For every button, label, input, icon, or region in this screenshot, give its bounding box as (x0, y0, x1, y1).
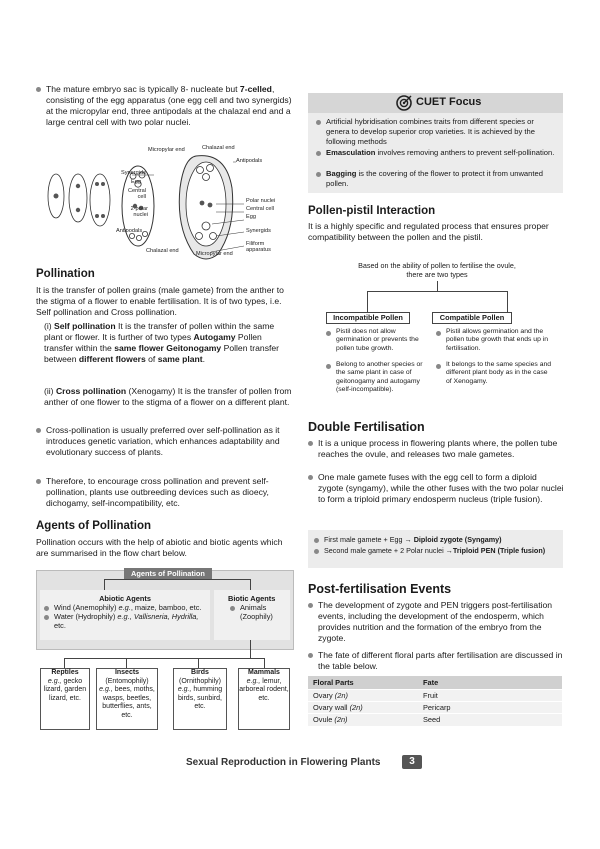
biotic-agents-box (214, 590, 290, 640)
reptiles-box: Reptiles e.g., gecko lizard, garden lizard, etc. (40, 668, 90, 730)
table-row: Ovary wall (2n) Pericarp (308, 702, 562, 714)
cross-title: Cross pollination (55, 386, 127, 396)
label-synergids-right: Synergids (246, 228, 271, 234)
label-micropylar-end-bottom: Micropylar end (196, 251, 233, 257)
self-pollination-item: (i) Self pollination It is the transfer of pollen within the same plant or flower. It is further of two types Autogamy Pollen transfer within the same flower Geitonogamy Pollen transfer between different flowers of same plant. (44, 321, 280, 364)
insects-box: Insects (Entomophily) e.g., bees, moths, wasps, beetles, butterflies, ants, etc. (96, 668, 158, 730)
cuet-bullet-bagging: Bagging is the covering of the flower to protect it from unwanted pollen. (316, 169, 556, 189)
label-chalazal-end-bottom: Chalazal end (146, 248, 179, 254)
compatible-pollen-box: Compatible Pollen (432, 312, 512, 324)
incompatible-pollen-box: Incompatible Pollen (326, 312, 410, 324)
table-header-floral-parts: Floral Parts (308, 676, 418, 690)
double-fertilisation-bullet-1: It is a unique process in flowering plants where, the pollen tube reaches the ovule, and releases two male gametes. (308, 438, 564, 460)
label-synergids-left: Synergids (121, 170, 146, 176)
label-central-cell-right: Central cell (246, 206, 274, 212)
diagram-connector (367, 291, 368, 312)
abiotic-agents-box (40, 590, 210, 640)
flow-connector (104, 579, 105, 590)
compatible-point-1: Pistil allows germination and the pollen tube growth that ends up in fertilisation. (436, 328, 552, 353)
diagram-connector (367, 291, 507, 292)
pollen-pistil-text: It is a highly specific and regulated process that ensures proper compatibility between the pollen and the pistil. (308, 221, 549, 242)
pollen-pistil-heading: Pollen-pistil Interaction (308, 205, 436, 217)
self-title: Self pollination (54, 321, 116, 331)
pollen-types-intro: Based on the ability of pollen to fertilise the ovule, there are two types (358, 261, 516, 279)
label-micropylar-end-top: Micropylar end (148, 147, 185, 153)
diagram-connector (437, 281, 438, 291)
compatible-point-2: It belongs to the same species and different plant body as in the case of Xenogamy. (436, 361, 552, 386)
embryo-sac-paragraph: The mature embryo sac is typically 8- nucleate but 7-celled, consisting of the egg apparatus (one egg cell and two synergids) at the micropylar end, three antipodals at the chalazal end and a large central cell with two polar nuclei. (36, 84, 292, 128)
flow-connector (126, 658, 127, 668)
floral-parts-table (308, 676, 562, 726)
target-icon (396, 95, 412, 111)
wind-item: Wind (Anemophily) e.g., maize, bamboo, etc. (44, 603, 210, 612)
biotic-title: Biotic Agents (228, 594, 276, 603)
cuet-focus-box (308, 93, 563, 193)
label-central-cell-left: Central cell (127, 188, 146, 201)
flow-connector (264, 658, 265, 668)
page-number: 3 (402, 755, 422, 769)
flow-connector (64, 658, 264, 659)
self-num: (i) (44, 321, 52, 331)
cuet-focus-header (308, 93, 563, 113)
label-egg-left: Egg (131, 179, 141, 185)
label-antipodals-left: Antipodals (116, 228, 143, 234)
birds-box: Birds (Ornithophily) e.g., humming birds, sunbird, etc. (173, 668, 227, 730)
cuet-focus-title: CUET Focus (416, 96, 482, 108)
footer-chapter-title: Sexual Reproduction in Flowering Plants (186, 757, 381, 768)
double-fertilisation-heading: Double Fertilisation (308, 420, 425, 434)
incompatible-point-1: Pistil does not allow germination or prevents the pollen tube growth. (326, 328, 430, 353)
post-fertilisation-bullet-2: The fate of different floral parts after fertilisation are discussed in the table below. (308, 650, 564, 672)
abiotic-title: Abiotic Agents (99, 594, 151, 603)
label-polar-nuclei-right: Polar nuclei (246, 198, 276, 204)
agents-heading: Agents of Pollination (36, 520, 151, 532)
diagram-connector (507, 291, 508, 312)
cuet-bullet-hybridisation: Artificial hybridisation combines traits from different species or genera to develop superior crop varieties. It is achieved by the following methods (316, 117, 556, 147)
outbreeding-bullet: Therefore, to encourage cross pollination and prevent self- pollination, plants use outbreeding devices such as dioecy, dichogamy, self-incompatibility, etc. (36, 476, 292, 509)
flow-connector (64, 658, 65, 668)
animals-item: Animals (230, 603, 290, 612)
label-polar-nuclei-left: 2-polar nuclei (130, 206, 148, 219)
summary-line-1: First male gamete + Egg → Diploid zygote (Syngamy) (314, 535, 558, 545)
post-fertilisation-bullet-1: The development of zygote and PEN triggers post-fertilisation events, including the development of the endosperm, which provides nutrition and the formation of the embryo from the zygote. (308, 600, 564, 644)
double-fertilisation-bullet-2: One male gamete fuses with the egg cell to form a diploid zygote (syngamy), while the other fuses with the two polar nuclei to form a triploid primary endosperm nucleus (triple fusion). (308, 472, 564, 505)
table-row: Ovule (2n) Seed (308, 714, 562, 726)
zoophily-item: (Zoophily) (240, 612, 273, 621)
embryo-sac-figure (36, 145, 292, 266)
flow-connector (250, 640, 251, 658)
label-antipodals-right: Antipodals (236, 158, 263, 164)
flow-root: Agents of Pollination (124, 568, 212, 580)
mammals-box: Mammals e.g., lemur, arboreal rodent, etc. (238, 668, 290, 730)
post-fertilisation-heading: Post-fertilisation Events (308, 582, 452, 596)
cross-pollination-item: (ii) Cross pollination (Xenogamy) It is the transfer of pollen from anther of one flower to the stigma of a flower on a different plant. (44, 386, 292, 407)
table-header-row (308, 676, 562, 690)
label-egg-right: Egg (246, 214, 256, 220)
fertilisation-summary-box (308, 530, 563, 568)
cross-pollination-bullet: Cross-pollination is usually preferred over self-pollination as it introduces genetic variation, which enhances adaptability and evolutionary success of plants. (36, 425, 292, 458)
cuet-bullet-emasculation: Emasculation involves removing anthers to prevent self-pollination. (316, 148, 556, 158)
flow-connector (250, 579, 251, 590)
flow-connector (198, 658, 199, 668)
agents-text: Pollination occurs with the help of abiotic and biotic agents which are summarised in the flow chart below. (36, 537, 283, 558)
incompatible-point-2: Belong to another species or the same plant in case of geitonogamy and autogamy (self-incompatible). (326, 361, 430, 395)
label-filiform-apparatus: Filiform apparatus (246, 241, 271, 254)
summary-line-2: Second male gamete + 2 Polar nuclei →Triploid PEN (Triple fusion) (314, 546, 558, 556)
table-header-fate: Fate (418, 676, 562, 690)
flow-connector (104, 579, 250, 580)
water-item: Water (Hydrophily) e.g., Vallisneria, Hydrilla, etc. (44, 612, 210, 630)
table-row: Ovary (2n) Fruit (308, 690, 562, 702)
pollination-heading: Pollination (36, 268, 95, 280)
pollination-text: It is the transfer of pollen grains (male gamete) from the anther to the stigma of a flower to enable fertilisation. It is of two types, i.e. Self pollination and Cross pollination. (36, 285, 284, 317)
label-chalazal-end-top: Chalazal end (202, 145, 235, 151)
